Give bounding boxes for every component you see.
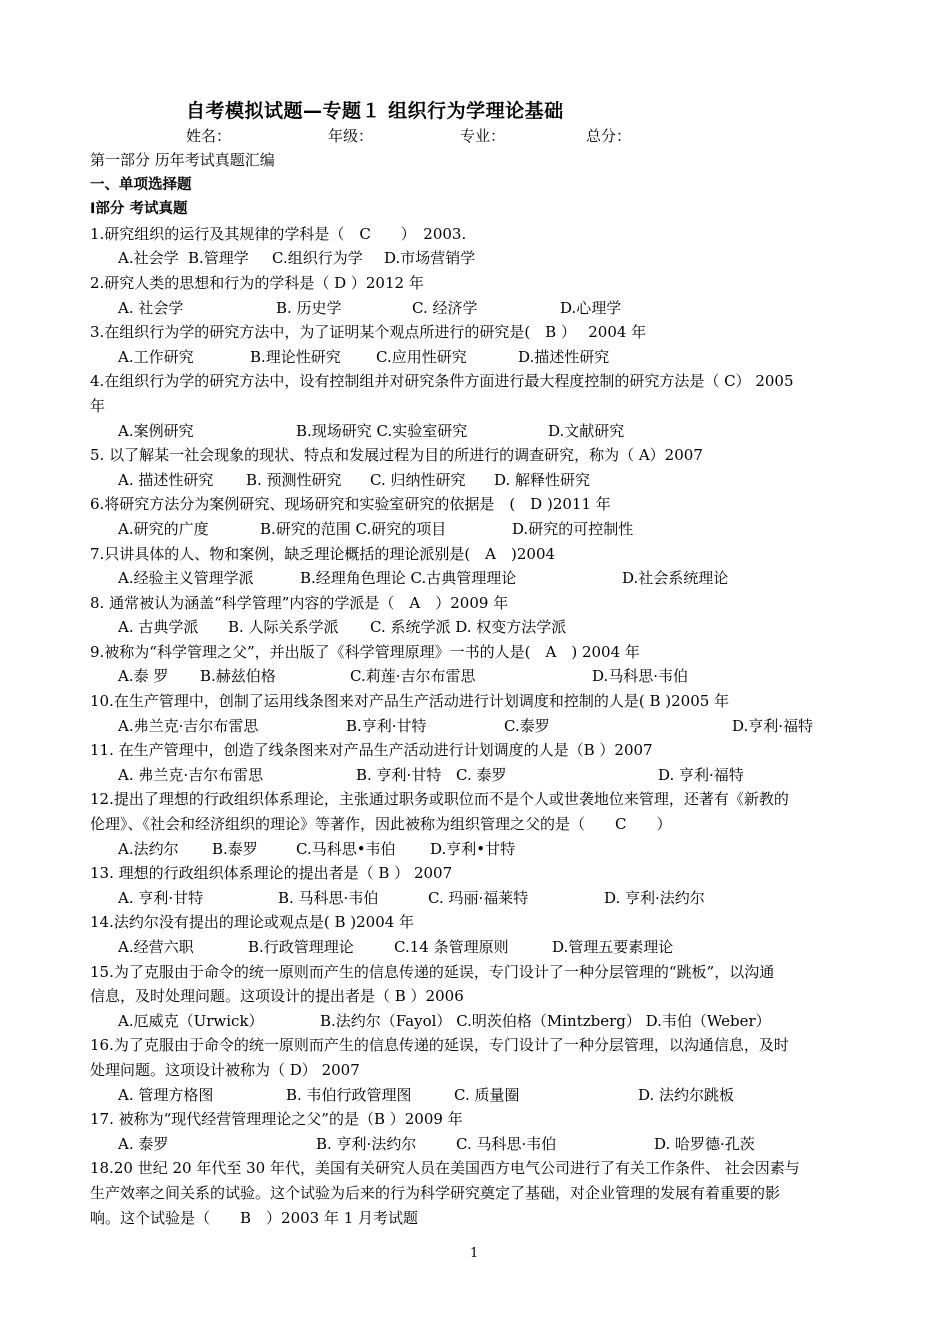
- question-list: [90, 222, 862, 1230]
- page-title: 自考模拟试题—专题１ 组织行为学理论基础: [186, 100, 564, 122]
- answer-option: A. 弗兰克·吉尔布雷思: [118, 765, 264, 784]
- question-item: [90, 1156, 862, 1230]
- answer-option: D.文献研究: [548, 421, 625, 440]
- answer-option: C.14 条管理原则: [394, 938, 509, 956]
- question-stem-line: 13. 理想的行政组织体系理论的提出者是（ B ） 2007: [90, 864, 453, 883]
- question-stem-line: 15.为了克服由于命令的统一原则而产生的信息传递的延误，专门设计了一种分层管理的“跳板”，以沟通: [90, 962, 775, 981]
- answer-option: B. 韦伯行政管理图: [286, 1085, 412, 1104]
- section-heading: 一、单项选择题: [90, 176, 192, 193]
- question-stem-line: 12.提出了理想的行政组织体系理论，主张通过职务或职位而不是个人或世袭地位来管理，还著有《新教的: [90, 790, 789, 809]
- answer-option: A. 古典学派: [118, 618, 199, 637]
- grade-label: 年级：: [328, 127, 374, 145]
- section-part-heading: 第一部分 历年考试真题汇编: [90, 151, 275, 169]
- answer-option: A. 描述性研究: [118, 470, 214, 489]
- subsection-heading: Ⅰ部分 考试真题: [90, 201, 188, 218]
- question-item: [90, 222, 862, 271]
- answer-option: A.厄威克（Urwick）: [118, 1011, 264, 1030]
- answer-option: A. 社会学: [118, 298, 184, 317]
- answer-option: B.管理学: [188, 249, 249, 268]
- page-number: 1: [470, 1246, 479, 1261]
- option-row: [90, 1132, 862, 1157]
- name-label: 姓名：: [186, 127, 232, 145]
- question-stem-line: 信息，及时处理问题。这项设计的提出者是（ B ）2006: [90, 987, 464, 1006]
- option-row: [90, 345, 862, 370]
- answer-option: D.亨利·福特: [732, 716, 814, 735]
- answer-option: C.应用性研究: [376, 347, 467, 366]
- answer-option: B. 马科思·韦伯: [278, 888, 379, 907]
- answer-option: A. 管理方格图: [118, 1085, 214, 1104]
- answer-option: A. 亨利·甘特: [118, 888, 204, 907]
- answer-option: D.马科思·韦伯: [592, 667, 689, 686]
- answer-option: A.弗兰克·吉尔布雷思: [118, 716, 259, 735]
- answer-option: B. 人际关系学派: [228, 618, 339, 637]
- student-info-row: [186, 125, 631, 146]
- option-row: [90, 615, 862, 640]
- question-stem-line: 处理问题。这项设计被称为（ D） 2007: [90, 1060, 360, 1079]
- answer-option: C.马科思•韦伯: [296, 839, 396, 858]
- answer-option: C. 泰罗: [456, 765, 507, 784]
- answer-option: C.组织行为学: [272, 249, 363, 268]
- question-item: [90, 1033, 862, 1107]
- question-stem-line: 2.研究人类的思想和行为的学科是（ D ）2012 年: [90, 273, 424, 292]
- option-row: [90, 837, 862, 862]
- question-stem-line: 生产效率之间关系的试验。这个试验为后来的行为科学研究奠定了基础，对企业管理的发展有着重要的影: [90, 1183, 781, 1202]
- answer-option: D. 哈罗德·孔茨: [654, 1134, 755, 1153]
- question-stem-line: 5. 以了解某一社会现象的现状、特点和发展过程为目的所进行的调查研究，称为（ A）2007: [90, 446, 703, 465]
- question-stem-line: 16.为了克服由于命令的统一原则而产生的信息传递的延误，专门设计了一种分层管理，以沟通信息，及时: [90, 1036, 789, 1055]
- option-row: [90, 566, 862, 591]
- question-stem-line: 17. 被称为“现代经营管理理论之父”的是（B ）2009 年: [90, 1110, 463, 1129]
- option-row: [90, 886, 862, 911]
- answer-option: B. 历史学: [276, 298, 342, 317]
- question-item: [90, 591, 862, 640]
- question-stem-line: 6.将研究方法分为案例研究、现场研究和实验室研究的依据是 ( D )2011 年: [90, 495, 611, 514]
- answer-option: A.研究的广度: [118, 519, 209, 538]
- answer-option: B.法约尔（Fayol） C.明茨伯格（Mintzberg） D.韦伯（Weber）: [320, 1011, 771, 1030]
- score-label: 总分：: [586, 127, 632, 145]
- option-row: [90, 664, 862, 689]
- option-row: [90, 517, 862, 542]
- answer-option: B.泰罗: [212, 839, 258, 858]
- answer-option: C. 经济学: [412, 298, 478, 317]
- answer-option: C. 系统学派 D. 权变方法学派: [370, 618, 567, 637]
- option-row: [90, 296, 862, 321]
- option-row: [90, 1083, 862, 1108]
- answer-option: A. 泰罗: [118, 1134, 169, 1153]
- question-stem-line: 年: [90, 396, 106, 415]
- answer-option: D.管理五要素理论: [552, 938, 674, 956]
- answer-option: B. 亨利·法约尔: [316, 1134, 417, 1153]
- answer-option: D.描述性研究: [518, 347, 610, 366]
- question-stem-line: 18.20 世纪 20 年代至 30 年代，美国有关研究人员在美国西方电气公司进行了有关工作条件、 社会因素与: [90, 1159, 800, 1178]
- question-item: [90, 960, 862, 1034]
- question-stem-line: 8. 通常被认为涵盖“科学管理”内容的学派是（ A ）2009 年: [90, 593, 509, 612]
- question-item: [90, 738, 862, 787]
- answer-option: C. 马科思·韦伯: [456, 1134, 557, 1153]
- option-row: [90, 419, 862, 444]
- question-stem-line: 伦理》、《社会和经济组织的理论》等著作，因此被称为组织管理之父的是（ C ）: [90, 815, 672, 834]
- option-row: [90, 1009, 862, 1034]
- answer-option: B. 预测性研究: [246, 470, 342, 489]
- answer-option: D. 解释性研究: [494, 470, 591, 489]
- question-content: [90, 148, 862, 1230]
- answer-option: D.研究的可控制性: [512, 519, 634, 538]
- answer-option: A.法约尔: [118, 839, 179, 858]
- question-item: [90, 542, 862, 591]
- question-item: [90, 443, 862, 492]
- answer-option: B.行政管理理论: [248, 938, 354, 956]
- option-row: [90, 246, 862, 271]
- answer-option: C. 归纳性研究: [370, 470, 466, 489]
- option-row: [90, 935, 862, 960]
- answer-option: B.研究的范围 C.研究的项目: [260, 519, 447, 538]
- answer-option: A.经验主义管理学派: [118, 569, 254, 588]
- question-item: [90, 787, 862, 861]
- answer-option: D.心理学: [560, 298, 622, 317]
- question-stem-line: 7.只讲具体的人、物和案例，缺乏理论概括的理论派别是( A )2004: [90, 544, 556, 563]
- question-stem-line: 14.法约尔没有提出的理论或观点是( B )2004 年: [90, 913, 415, 932]
- question-item: [90, 689, 862, 738]
- question-stem-line: 10.在生产管理中，创制了运用线条图来对产品生产活动进行计划调度和控制的人是( B )2005 年: [90, 692, 730, 711]
- question-item: [90, 640, 862, 689]
- answer-option: D.亨利•甘特: [430, 839, 516, 858]
- answer-option: B.理论性研究: [250, 347, 341, 366]
- answer-option: D.社会系统理论: [622, 569, 729, 588]
- answer-option: B.现场研究 C.实验室研究: [296, 421, 468, 440]
- option-row: [90, 714, 862, 739]
- answer-option: A.案例研究: [118, 421, 194, 440]
- answer-option: D. 法约尔跳板: [638, 1085, 735, 1104]
- question-stem-line: 响。这个试验是（ B ）2003 年 1 月考试题: [90, 1208, 419, 1227]
- answer-option: A.经营六职: [118, 938, 194, 956]
- answer-option: D. 亨利·福特: [658, 765, 744, 784]
- answer-option: C.泰罗: [504, 716, 550, 735]
- option-row: [90, 763, 862, 788]
- question-item: [90, 1107, 862, 1156]
- question-item: [90, 910, 862, 959]
- question-item: [90, 492, 862, 541]
- answer-option: A.泰 罗: [118, 667, 169, 686]
- answer-option: B.经理角色理论 C.古典管理理论: [300, 569, 517, 588]
- question-stem-line: 1.研究组织的运行及其规律的学科是（ C ） 2003.: [90, 224, 467, 243]
- question-item: [90, 369, 862, 443]
- answer-option: D. 亨利·法约尔: [604, 888, 705, 907]
- answer-option: D.市场营销学: [384, 249, 476, 268]
- answer-option: C.莉莲·吉尔布雷思: [350, 667, 476, 686]
- question-stem-line: 4.在组织行为学的研究方法中，设有控制组并对研究条件方面进行最大程度控制的研究方法是（ C） 2005: [90, 372, 794, 391]
- question-stem-line: 3.在组织行为学的研究方法中，为了证明某个观点所进行的研究是( B ） 2004 年: [90, 323, 647, 342]
- question-stem-line: 9.被称为“科学管理之父”，并出版了《科学管理原理》一书的人是( A ) 2004 年: [90, 642, 640, 661]
- answer-option: C. 质量圈: [454, 1085, 520, 1104]
- question-item: [90, 271, 862, 320]
- answer-option: B.亨利·甘特: [346, 716, 427, 735]
- answer-option: B. 亨利·甘特: [356, 765, 442, 784]
- question-stem-line: 11. 在生产管理中，创造了线条图来对产品生产活动进行计划调度的人是（B ）2007: [90, 741, 653, 760]
- option-row: [90, 468, 862, 493]
- question-item: [90, 861, 862, 910]
- question-item: [90, 320, 862, 369]
- answer-option: B.赫兹伯格: [200, 667, 276, 686]
- answer-option: A.工作研究: [118, 347, 194, 366]
- answer-option: C. 玛丽·福莱特: [428, 888, 529, 907]
- major-label: 专业：: [460, 127, 506, 145]
- answer-option: A.社会学: [118, 249, 179, 268]
